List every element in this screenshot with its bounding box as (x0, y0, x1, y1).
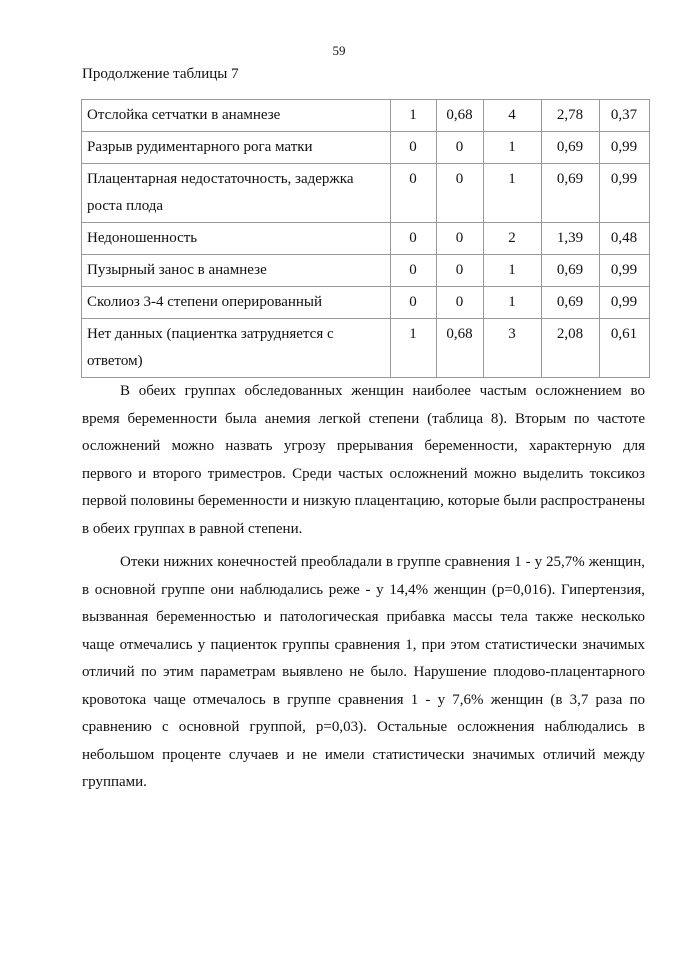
table-row (82, 255, 650, 287)
row-label: Разрыв рудиментарного рога матки (82, 132, 391, 164)
table-cell: 0,68 (437, 100, 484, 132)
table-cell: 0,99 (600, 287, 650, 319)
table-cell: 0 (391, 164, 437, 223)
table-cell: 0,69 (542, 287, 600, 319)
table-cell: 1 (484, 287, 542, 319)
table-cell: 2,08 (542, 319, 600, 378)
table-caption: Продолжение таблицы 7 (82, 66, 239, 82)
table-cell: 4 (484, 100, 542, 132)
table-cell: 0 (437, 287, 484, 319)
table-cell: 1 (484, 132, 542, 164)
table-cell: 0,48 (600, 223, 650, 255)
table-cell: 0,69 (542, 255, 600, 287)
row-label: Пузырный занос в анамнезе (82, 255, 391, 287)
row-label: Плацентарная недостаточность, задержка роста плода (82, 164, 391, 223)
table-row (82, 164, 650, 223)
table-cell: 0,68 (437, 319, 484, 378)
table-row (82, 132, 650, 164)
table-cell: 0 (391, 132, 437, 164)
table-cell: 0,69 (542, 164, 600, 223)
table-cell: 3 (484, 319, 542, 378)
data-table (81, 99, 650, 378)
table-cell: 2 (484, 223, 542, 255)
table-cell: 0,99 (600, 164, 650, 223)
table-cell: 1 (484, 164, 542, 223)
page-number: 59 (332, 43, 346, 58)
row-label: Отслойка сетчатки в анамнезе (82, 100, 391, 132)
table-cell: 0 (437, 255, 484, 287)
row-label: Сколиоз 3-4 степени оперированный (82, 287, 391, 319)
table-cell: 1 (391, 100, 437, 132)
paragraph: В обеих группах обследованных женщин наиболее частым осложнением во время беременности была анемия легкой степени (таблица 8). Вторым по частоте осложнений можно назвать угрозу прерывания беременности, характерную для первого и второго триместров. Среди частых осложнений можно выделить токсикоз первой половины беременности и низкую плацентацию, которые были распространены в обеих группах в равной степени. (82, 383, 645, 537)
table-cell: 0 (391, 223, 437, 255)
table-cell: 0,99 (600, 255, 650, 287)
table-row (82, 287, 650, 319)
table-cell: 0 (437, 164, 484, 223)
table-cell: 1 (484, 255, 542, 287)
table-cell: 0,99 (600, 132, 650, 164)
table-cell: 0 (391, 255, 437, 287)
paragraph: Отеки нижних конечностей преобладали в группе сравнения 1 - у 25,7% женщин, в основной группе они наблюдались реже - у 14,4% женщин (p=0,016). Гипертензия, вызванная беременностью и патологическая прибавка массы тела также несколько чаще отмечались у пациенток группы сравнения 1, при этом статистически значимых отличий по этим параметрам выявлено не было. Нарушение плодово-плацентарного кровотока чаще отмечалось в группе сравнения 1 - у 7,6% женщин (в 3,7 раза по сравнению с основной группой, p=0,03). Остальные осложнения наблюдались в небольшом проценте случаев и не имели статистически значимых отличий между группами. (82, 554, 645, 790)
table-row (82, 223, 650, 255)
table-cell: 1,39 (542, 223, 600, 255)
row-label: Недоношенность (82, 223, 391, 255)
row-label: Нет данных (пациентка затрудняется с ответом) (82, 319, 391, 378)
table-cell: 2,78 (542, 100, 600, 132)
table-row (82, 319, 650, 378)
table-cell: 0,69 (542, 132, 600, 164)
table-cell: 0 (437, 132, 484, 164)
table-row (82, 100, 650, 132)
body-text (82, 378, 645, 803)
table-cell: 0,37 (600, 100, 650, 132)
table-cell: 1 (391, 319, 437, 378)
table-cell: 0 (437, 223, 484, 255)
table-cell: 0,61 (600, 319, 650, 378)
table-cell: 0 (391, 287, 437, 319)
